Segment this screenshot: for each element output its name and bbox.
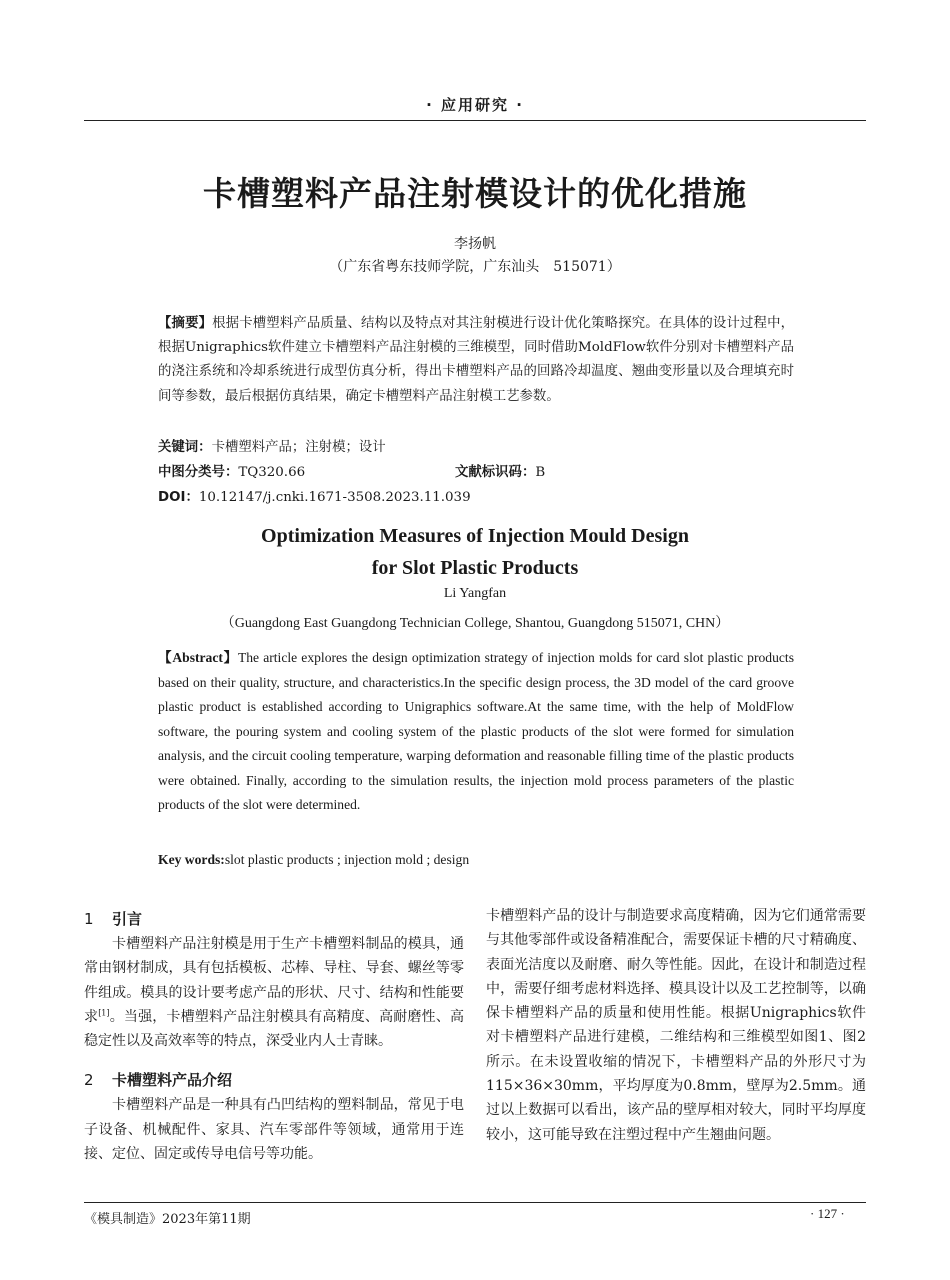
abstract-cn	[158, 312, 794, 409]
classification	[158, 462, 794, 484]
abstract-en-text: The article explores the design optimization strategy of injection molds for card slot plastic products based on their quality, structure, and characteristics.In the specific design process, the 3D model of the card groove plastic product is established according to Unigraphics software.At the same time, with the help of MoldFlow software, the pouring system and cooling system of the plastic products of the slot were formed for simulation analysis, and the circuit cooling temperature, warping deformation and reasonable filling time of the plastic products were obtained. Finally, according to the simulation results, the injection mold process parameters of the plastic products of the slot were determined.	[158, 650, 794, 812]
english-title	[0, 520, 950, 584]
section-header: · 应用研究 ·	[426, 96, 524, 114]
english-title-line2: for Slot Plastic Products	[371, 557, 579, 579]
document-code	[455, 462, 545, 484]
doc-code-value: B	[535, 465, 546, 480]
doi	[158, 487, 794, 509]
header-rule	[84, 120, 866, 121]
abstract-cn-text: 根据卡槽塑料产品质量、结构以及特点对其注射模进行设计优化策略探究。在具体的设计过程中，根据Unigraphics软件建立卡槽塑料产品注射模的三维模型，同时借助MoldFlow软件分别对卡槽塑料产品的浇注系统和冷却系统进行成型仿真分析，得出卡槽塑料产品的回路冷却温度、翘曲变形量以及合理填充时间等参数，最后根据仿真结果，确定卡槽塑料产品注射模工艺参数。	[158, 316, 794, 404]
clc-label: 中图分类号：	[158, 465, 239, 480]
journal-info: 《模具制造》2023年第11期	[84, 1212, 251, 1227]
section-number: 1	[84, 910, 94, 928]
left-column	[84, 906, 464, 1166]
paragraph-text: 。当强，卡槽塑料产品注射模具有高精度、高耐磨性、高稳定性以及高效率等的特点，深受业内人士青睐。	[84, 1008, 465, 1050]
english-author: Li Yangfan	[443, 586, 507, 601]
keywords-en-text: slot plastic products ; injection mold ; design	[224, 852, 470, 867]
section-number: 2	[84, 1071, 94, 1090]
page-number: · 127 ·	[810, 1206, 845, 1221]
paper-title: 卡槽塑料产品注射模设计的优化措施	[203, 174, 747, 213]
doi-value: 10.12147/j.cnki.1671-3508.2023.11.039	[198, 490, 471, 505]
keywords-en	[158, 848, 794, 872]
paragraph-text: 卡槽塑料产品注射模是用于生产卡槽塑料制品的模具，通常由钢材制成，具有包括模板、芯棒、导柱、导套、螺丝等零件组成。模具的设计要考虑产品的形状、尺寸、结构和性能要求	[84, 936, 464, 1025]
doc-code-label: 文献标识码：	[455, 465, 536, 480]
author: 李扬帆	[454, 236, 496, 252]
clc-value: TQ320.66	[238, 465, 306, 480]
abstract-en	[158, 646, 794, 818]
paragraph: 卡槽塑料产品是一种具有凸凹结构的塑料制品，常见于电子设备、机械配件、家具、汽车零部件等领域，通常用于连接、定位、固定或传导电信号等功能。	[84, 1097, 464, 1163]
section-heading	[84, 906, 464, 932]
right-column	[486, 904, 866, 1147]
english-title-line1: Optimization Measures of Injection Mould Design	[261, 525, 689, 547]
section-title: 引言	[112, 910, 143, 928]
english-affiliation: （Guangdong East Guangdong Technician College, Shantou, Guangdong 515071, CHN）	[220, 616, 730, 631]
affiliation: （广东省粤东技师学院，广东汕头 515071）	[329, 259, 621, 275]
section-title: 卡槽塑料产品介绍	[112, 1071, 233, 1090]
keywords-cn	[158, 437, 794, 459]
keywords-en-label: Key words:	[158, 852, 225, 867]
keywords-cn-label: 关键词：	[158, 440, 212, 455]
abstract-cn-label: 【摘要】	[158, 316, 213, 331]
doi-label: DOI：	[158, 490, 199, 505]
paragraph	[84, 932, 464, 1053]
section-heading	[84, 1067, 464, 1093]
citation-ref: [1]	[98, 1008, 110, 1018]
abstract-en-label: 【Abstract】	[158, 650, 238, 665]
keywords-cn-text: 卡槽塑料产品；注射模；设计	[211, 440, 386, 455]
footer-rule	[84, 1202, 866, 1203]
paragraph: 卡槽塑料产品的设计与制造要求高度精确，因为它们通常需要与其他零部件或设备精准配合，需要保证卡槽的尺寸精确度、表面光洁度以及耐磨、耐久等性能。因此，在设计和制造过程中，需要仔细考虑材料选择、模具设计以及工艺控制等，以确保卡槽塑料产品的质量和使用性能。根据Unigraphics软件对卡槽塑料产品进行建模，二维结构和三维模型如图1、图2所示。在未设置收缩的情况下，卡槽塑料产品的外形尺寸为115×36×30mm，平均厚度为0.8mm，壁厚为2.5mm。通过以上数据可以看出，该产品的壁厚相对较大，同时平均厚度较小，这可能导致在注塑过程中产生翘曲问题。	[486, 908, 866, 1143]
